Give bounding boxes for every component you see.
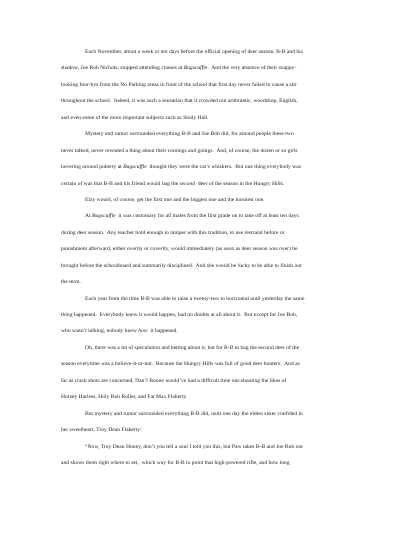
text-segment: during deer season. Any teacher bold enough to tamper with this tradition, to use restraint before or (61, 229, 285, 236)
text-segment: the term. (61, 279, 81, 286)
text-line (61, 241, 361, 257)
text-line (61, 225, 361, 241)
text-line (61, 159, 361, 175)
text-segment: certain of was that B-B and his friend would bag the (61, 180, 180, 187)
text-line (61, 340, 361, 356)
text-segment: and shows them right where to set, which way for B-B to point that high-powered rifle, and how long (61, 459, 290, 466)
text-segment: it happened. (147, 328, 178, 335)
italic-text-segment: Bugscuffle (92, 213, 116, 220)
text-segment: who wasn’t talking, nobody knew (61, 328, 139, 335)
text-segment: But mystery and rumor surrounded everything B-B did, until one day the eldest sister confided in (85, 410, 303, 417)
text-line (61, 373, 361, 389)
text-segment: Each November, about a week or ten days before the official opening of deer season, B-B and his (85, 49, 303, 55)
italic-text-segment: Bugscuffle (123, 164, 147, 171)
text-line (61, 208, 361, 224)
italic-text-segment: Bugscuffle (183, 65, 208, 72)
text-line (61, 323, 361, 339)
text-line (61, 406, 361, 422)
text-segment: far as crack shots are concerned, Dan’l Boone would’ve had a difficult time out-shooting the likes of (61, 377, 287, 384)
text-line (61, 455, 361, 471)
text-segment: Oh, there was a lot of speculation and betting about it, but for B-B to bag the second deer of the (85, 344, 300, 351)
text-segment: Elzy would, of course, get the first one and the biggest one and the horniest one. (85, 196, 265, 203)
body-text (61, 44, 361, 471)
text-segment: season everytime was a believe-it-or-not. Because the Hungry Hills was full of good deer hunters. And as (61, 361, 300, 368)
text-line (61, 389, 361, 405)
text-line (61, 356, 361, 372)
text-line (61, 274, 361, 290)
text-segment: Each year from the time B-B was able to raise a twenty-two to horizontal until yesterday the same (85, 295, 305, 302)
text-segment: looking four-bys from the No Parking areas in front of the school that first day never failed to cause a stir (61, 81, 297, 88)
text-segment: brought before the schoolboard and summarily disciplined. And she would be lucky to be able to finish out (61, 262, 302, 269)
text-segment: “Now, Troy Dean Honey, don’t you tell a soul I told you this, but Paw takes B-B and Joe Bob out (85, 443, 303, 450)
text-segment: punishment afterward, either overtly or covertly, would immediately (as soon as deer season was over) be (61, 246, 298, 253)
text-line (61, 77, 361, 93)
text-line (61, 126, 361, 142)
text-line (61, 44, 361, 60)
italic-text-segment: how (138, 328, 148, 335)
text-segment: never talked, never revealed a thing about their comings and goings. And, of course, the dozen or so girls (61, 147, 298, 154)
text-line (61, 176, 361, 192)
text-segment: Horsey Harless, Holy Bob Roller, and Fat Max Flaherty. (61, 394, 188, 401)
text-segment: throughout the school. Indeed, it was such a sensation that it crowded out arithmetic, woodshop, English, (61, 98, 298, 105)
text-segment: . And the very absence of their snappy- (207, 65, 297, 72)
text-line (61, 93, 361, 109)
text-segment: Mystery and rumor surrounded everything B-B and Joe Bob did, for around people these two (85, 131, 294, 138)
text-line (61, 143, 361, 159)
text-segment: it was customary for all males from the first grade on to take off at least ten days (115, 213, 299, 220)
text-line (61, 258, 361, 274)
text-line (61, 422, 361, 438)
text-segment: and even some of the more important subjects such as Study Hall. (61, 114, 209, 121)
text-line (61, 291, 361, 307)
text-line (61, 110, 361, 126)
italic-text-segment: second (179, 180, 196, 187)
text-segment: thought they were the cat’s whiskers. But one thing everybody was (146, 164, 301, 171)
text-segment: her sweetheart, Troy Dean Flaherty: (61, 427, 142, 434)
text-line (61, 307, 361, 323)
text-line (61, 192, 361, 208)
text-segment: deer of the season in the Hungry Hills. (195, 180, 285, 187)
text-segment: shadow, Joe Bob Nichols, stopped attending classes at (61, 65, 184, 72)
text-segment: At (85, 213, 92, 220)
text-line (61, 60, 361, 76)
text-line (61, 439, 361, 455)
text-segment: hovering around puberty at (61, 164, 124, 171)
text-segment: thing happened. Everybody knew it would happen, had no doubts at all about it. But except for Joe Bob, (61, 312, 298, 318)
